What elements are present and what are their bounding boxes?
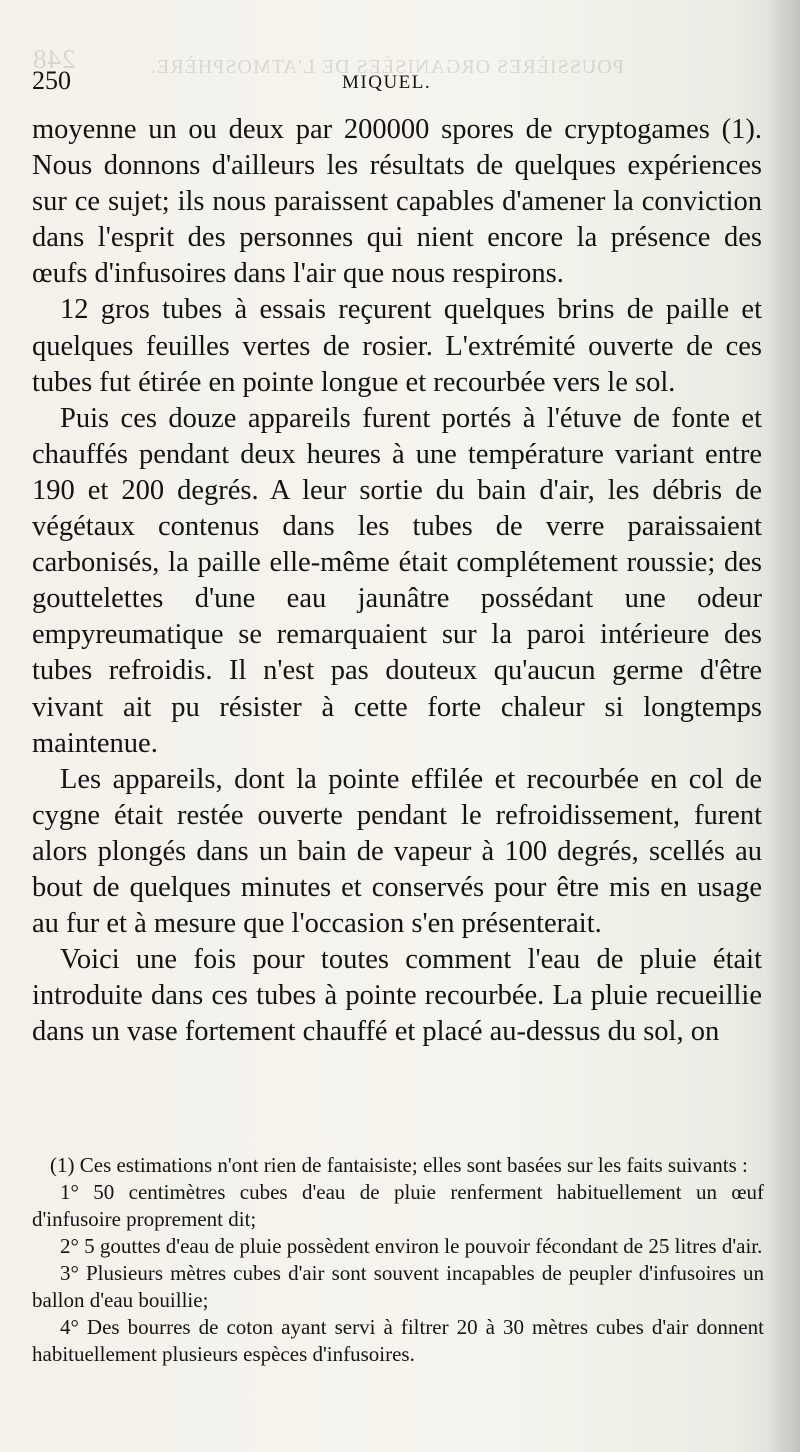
bleed-through-running-head: POUSSIÈRES ORGANISÉES DE L'ATMOSPHÈRE. <box>150 56 624 78</box>
footnotes <box>32 1152 764 1368</box>
page-header <box>32 66 762 106</box>
footnote-item-3: 3° Plusieurs mètres cubes d'air sont souvent incapables de peupler d'infusoires un ballon d'eau bouillie; <box>32 1261 764 1312</box>
paragraph-3: Puis ces douze appareils furent portés à l'étuve de fonte et chauffés pendant deux heures à une température variant entre 190 et 200 degrés. A leur sortie du bain d'air, les débris de végétaux contenus dans les tubes de verre paraissaient carbonisés, la paille elle-même était complétement roussie; des gouttelettes d'une eau jaunâtre possédant une odeur empyreumatique se remarquaient sur la paroi intérieure des tubes refroidis. Il n'est pas douteux qu'aucun germe d'être vivant ait pu résister à cette forte chaleur si longtemps maintenue. <box>32 402 762 759</box>
paragraph-1: moyenne un ou deux par 200000 spores de cryptogames (1). Nous donnons d'ailleurs les résultats de quelques expériences sur ce sujet; ils nous paraissent capables d'amener la conviction dans l'esprit des personnes qui nient encore la présence des œufs d'infusoires dans l'air que nous respirons. <box>32 114 762 290</box>
running-head: MIQUEL. <box>342 72 432 93</box>
footnote-intro: (1) Ces estimations n'ont rien de fantaisiste; elles sont basées sur les faits suivants : <box>50 1153 748 1177</box>
paragraph-5: Voici une fois pour toutes comment l'eau de pluie était introduite dans ces tubes à pointe recourbée. La pluie recueillie dans un vase fortement chauffé et placé au-dessus du sol, on <box>32 944 762 1048</box>
footnote-item-4: 4° Des bourres de coton ayant servi à filtrer 20 à 30 mètres cubes d'air donnent habituellement plusieurs espèces d'infusoires. <box>32 1315 764 1366</box>
paragraph-2: 12 gros tubes à essais reçurent quelques brins de paille et quelques feuilles vertes de rosier. L'extrémité ouverte de ces tubes fut étirée en pointe longue et recourbée vers le sol. <box>32 294 762 398</box>
bleed-through-page-number: 248 <box>32 44 76 74</box>
paragraph-4: Les appareils, dont la pointe effilée et recourbée en col de cygne était restée ouverte pendant le refroidissement, furent alors plongés dans un bain de vapeur à 100 degrés, scellés au bout de quelques minutes et conservés pour être mis en usage au fur et à mesure que l'occasion s'en présenterait. <box>32 763 762 940</box>
main-text <box>32 112 762 1050</box>
page-number: 250 <box>32 66 71 95</box>
page-edge-shadow <box>766 0 800 1452</box>
footnote-item-2: 2° 5 gouttes d'eau de pluie possèdent environ le pouvoir fécondant de 25 litres d'air. <box>60 1234 763 1258</box>
footnote-item-1: 1° 50 centimètres cubes d'eau de pluie renferment habituellement un œuf d'infusoire proprement dit; <box>32 1180 764 1231</box>
